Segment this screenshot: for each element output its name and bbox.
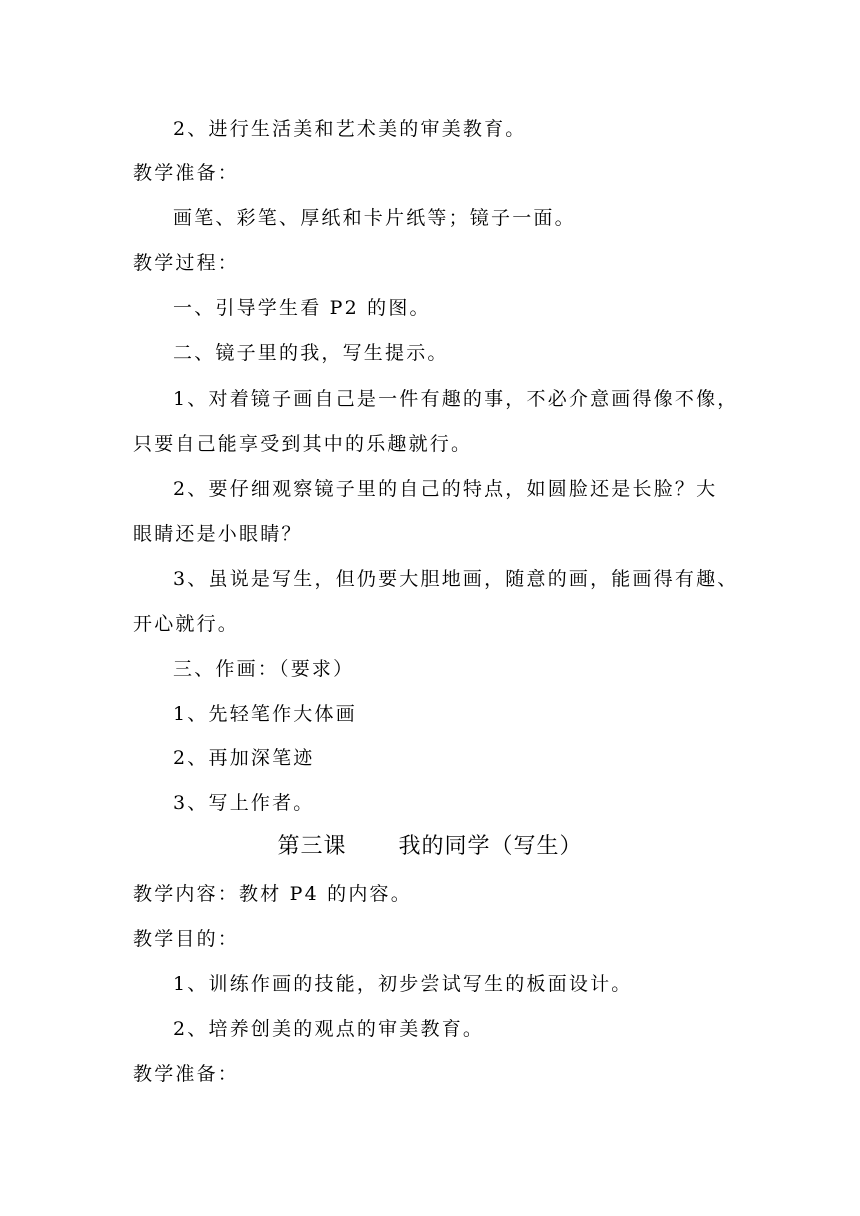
drawing-requirement-one: 1、先轻笔作大体画: [173, 703, 357, 725]
process-step-two: 二、镜子里的我，写生提示。: [173, 342, 449, 364]
lesson-number: 第三课: [277, 834, 347, 859]
tip-three-line-one: 3、虽说是写生，但仍要大胆地画，随意的画，能画得有趣、: [173, 568, 739, 590]
process-step-three: 三、作画：（要求）: [173, 658, 355, 680]
tip-one-line-two: 只要自己能享受到其中的乐趣就行。: [133, 433, 473, 455]
tip-two-line-one: 2、要仔细观察镜子里的自己的特点，如圆脸还是长脸？大: [173, 478, 718, 500]
preparation-label: 教学准备：: [133, 162, 240, 184]
process-step-one: 一、引导学生看 P2 的图。: [173, 297, 431, 319]
preparation-materials: 画笔、彩笔、厚纸和卡片纸等；镜子一面。: [173, 207, 576, 229]
purpose-item-two: 2、培养创美的观点的审美教育。: [173, 1018, 485, 1040]
teaching-content: 教学内容：教材 P4 的内容。: [133, 883, 412, 905]
process-label: 教学过程：: [133, 252, 240, 274]
tip-two-line-two: 眼睛还是小眼睛？: [133, 523, 303, 545]
preparation-label-two: 教学准备：: [133, 1063, 240, 1085]
tip-three-line-two: 开心就行。: [133, 613, 240, 635]
aesthetic-education-item: 2、进行生活美和艺术美的审美教育。: [173, 118, 527, 140]
lesson-title: 我的同学（写生）: [398, 834, 583, 859]
tip-one-line-one: 1、对着镜子画自己是一件有趣的事，不必介意画得像不像，: [173, 388, 739, 410]
lesson-heading: [0, 833, 860, 861]
teaching-purpose-label: 教学目的：: [133, 928, 240, 950]
drawing-requirement-three: 3、写上作者。: [173, 792, 315, 814]
drawing-requirement-two: 2、再加深笔迹: [173, 747, 315, 769]
purpose-item-one: 1、训练作画的技能，初步尝试写生的板面设计。: [173, 973, 633, 995]
